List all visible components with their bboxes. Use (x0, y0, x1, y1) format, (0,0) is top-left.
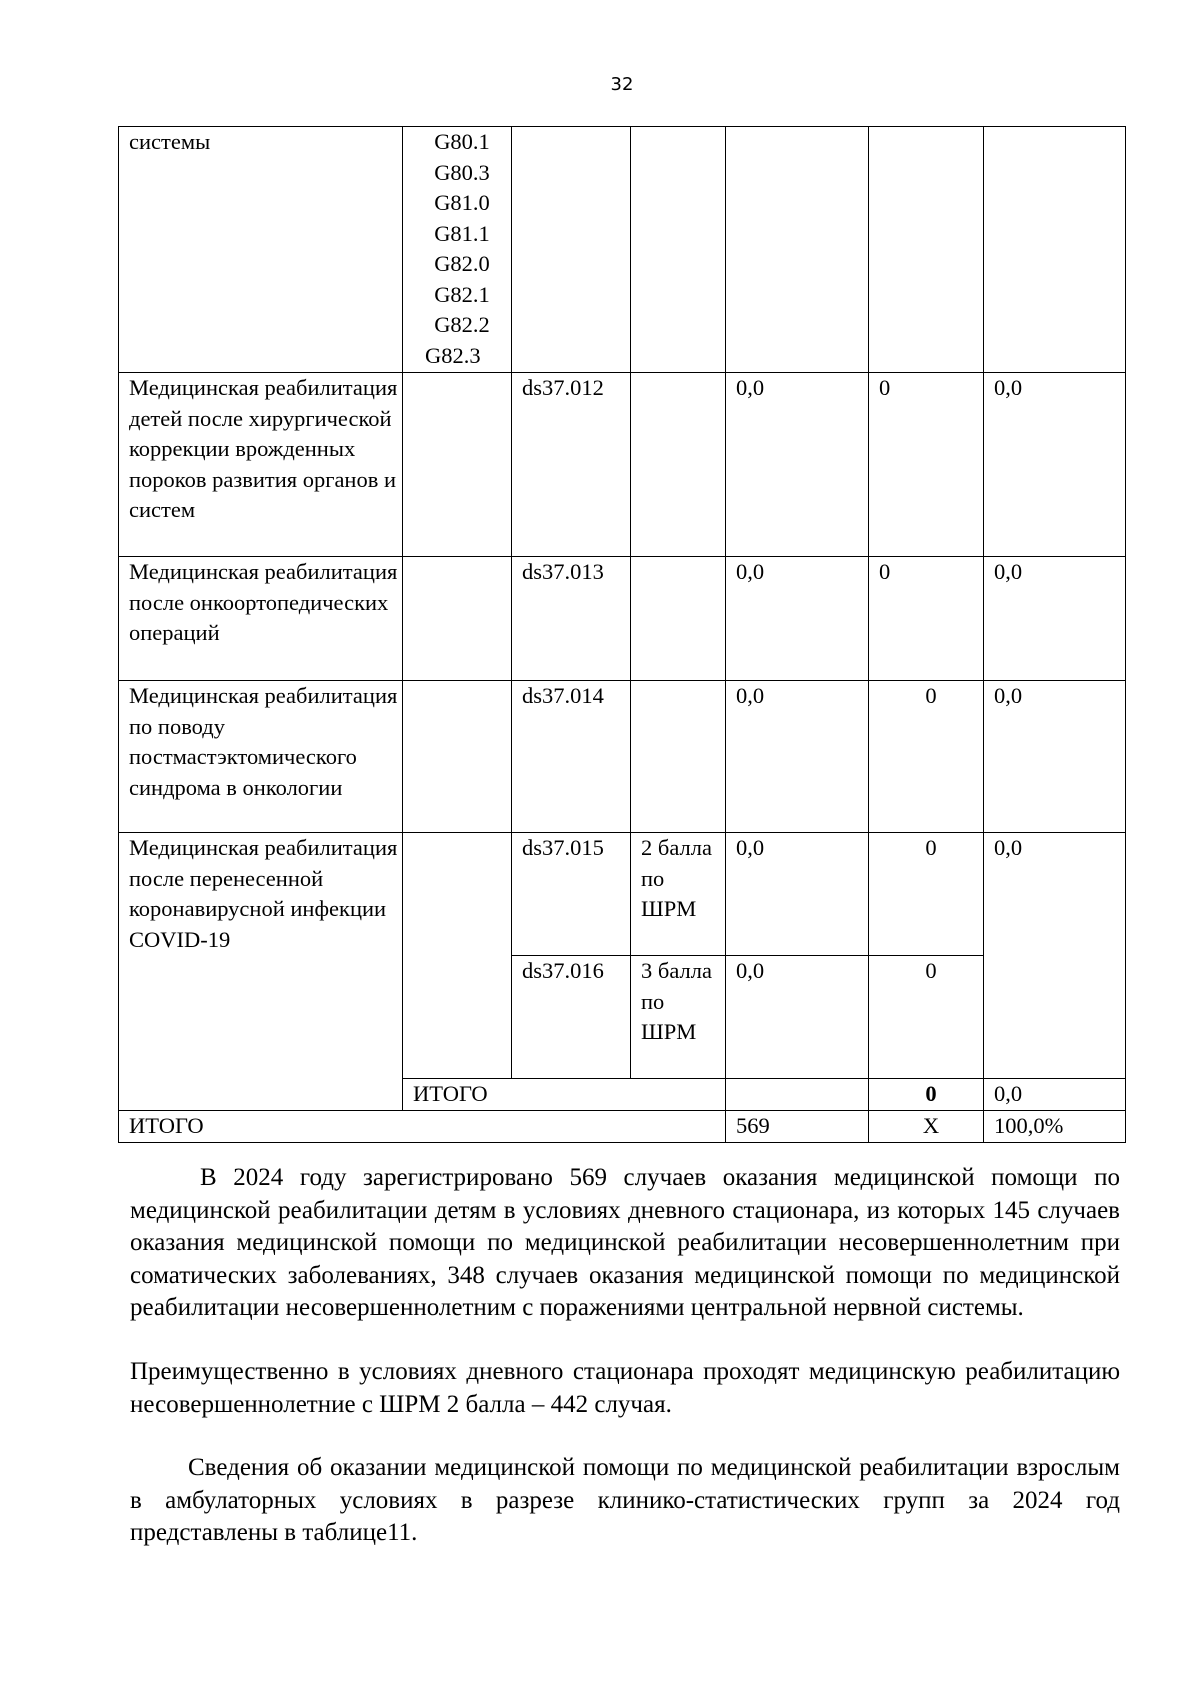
table-row (119, 373, 1126, 557)
ksg-code: ds37.012 (512, 373, 631, 557)
table-row (119, 557, 1126, 681)
paragraph-table-reference: Сведения об оказании медицинской помощи по медицинской реабилитации взрослым в амбулаторных условиях в разрезе клинико-статистических групп за 2024 год представлены в таблице11. (130, 1454, 1120, 1546)
count-value: 0 (869, 833, 984, 956)
count-value: 0 (869, 373, 984, 557)
share-value: 0,0 (726, 557, 869, 681)
diagnosis-code: G82.0 (434, 251, 490, 276)
total-share-value: 0,0 (984, 833, 1126, 1079)
count-value: 0 (869, 956, 984, 1079)
grand-total-count: Х (869, 1111, 984, 1143)
table-row (119, 833, 1126, 956)
paragraph-summary: В 2024 году зарегистрировано 569 случаев оказания медицинской помощи по медицинской реабилитации детям в условиях дневного стационара, из которых 145 случаев оказания медицинской помощи по медицинской реабилитации несовершеннолетним при соматических заболеваниях, 348 случаев оказания медицинской помощи по медицинской реабилитации несовершеннолетним с поражениями центральной нервной системы. (130, 1164, 1120, 1321)
row-label: Медицинская реабилитация детей после хирургической коррекции врожденных пороков развития органов и систем (119, 373, 403, 557)
grand-total-cases: 569 (726, 1111, 869, 1143)
diagnosis-code: G82.3 (425, 342, 481, 368)
diagnosis-code: G82.2 (434, 312, 490, 337)
total-share-value: 0,0 (984, 557, 1126, 681)
shrm-score: 3 балла по ШРМ (631, 956, 726, 1079)
subtotal-label: ИТОГО (403, 1079, 726, 1111)
row-label: Медицинская реабилитация после перенесенной коронавирусной инфекции COVID-19 (119, 833, 403, 1111)
diagnosis-code: G80.3 (434, 159, 490, 185)
share-value: 0,0 (726, 833, 869, 956)
row-label: системы (119, 127, 403, 373)
table-row (119, 681, 1126, 833)
diagnosis-code: G80.1 (434, 129, 490, 154)
subtotal-share: 0,0 (984, 1079, 1126, 1111)
shrm-score: 2 балла по ШРМ (631, 833, 726, 956)
diagnosis-code: G82.1 (434, 281, 490, 307)
table-row (119, 1111, 1126, 1143)
diagnosis-code: G81.1 (434, 220, 490, 246)
ksg-code: ds37.016 (512, 956, 631, 1079)
ksg-code: ds37.015 (512, 833, 631, 956)
total-share-value: 0,0 (984, 373, 1126, 557)
page-number: 32 (610, 74, 634, 95)
share-value: 0,0 (726, 373, 869, 557)
ksg-code: ds37.014 (512, 681, 631, 833)
rehab-table (118, 126, 1126, 1143)
diagnosis-code: G81.0 (434, 190, 490, 215)
grand-total-label: ИТОГО (119, 1111, 726, 1143)
diagnosis-codes-cell (403, 127, 512, 373)
row-label: Медицинская реабилитация после онкоортопедических операций (119, 557, 403, 681)
row-label: Медицинская реабилитация по поводу постмастэктомического синдрома в онкологии (119, 681, 403, 833)
share-value: 0,0 (726, 681, 869, 833)
count-value: 0 (869, 681, 984, 833)
count-value: 0 (869, 557, 984, 681)
paragraph-shrm: Преимущественно в условиях дневного стационара проходят медицинскую реабилитацию несовершеннолетние с ШРМ 2 балла – 442 случая. (130, 1358, 1120, 1418)
share-value: 0,0 (726, 956, 869, 1079)
grand-total-share: 100,0% (984, 1111, 1126, 1143)
total-share-value: 0,0 (984, 681, 1126, 833)
ksg-code: ds37.013 (512, 557, 631, 681)
table-row (119, 127, 1126, 373)
subtotal-count: 0 (869, 1079, 984, 1111)
